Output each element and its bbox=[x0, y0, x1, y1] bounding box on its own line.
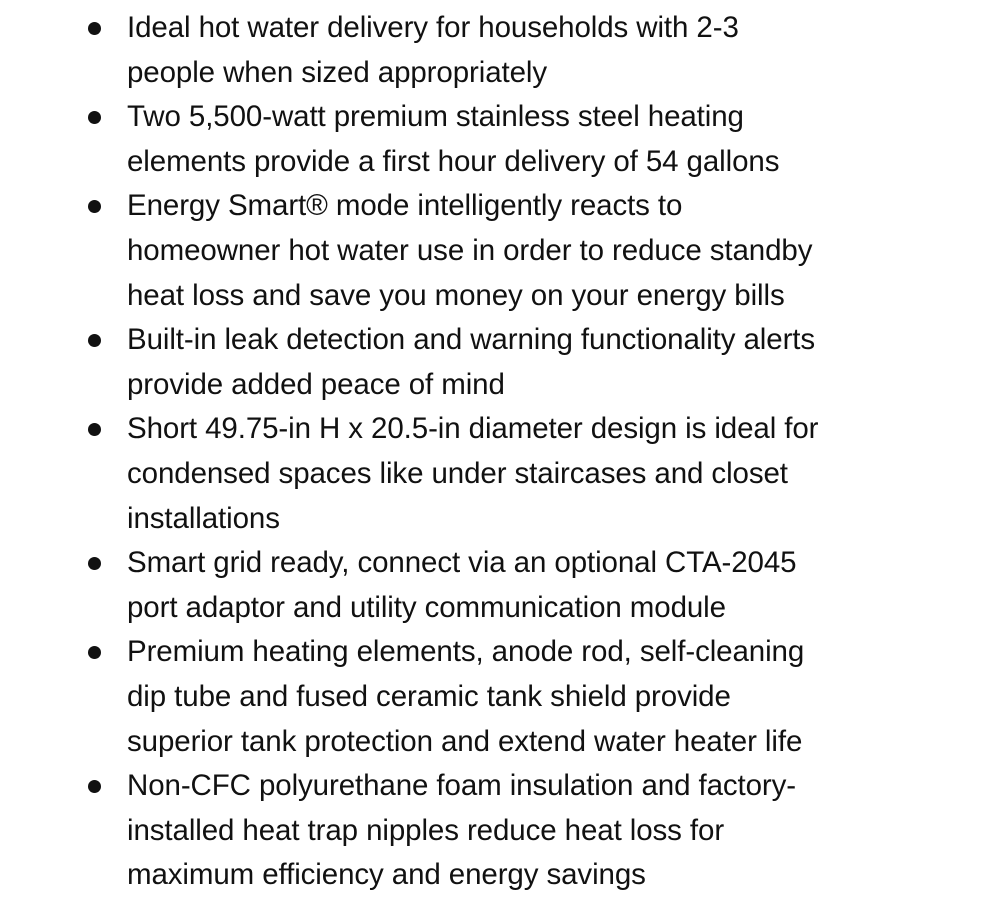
feature-text-line: Two 5,500-watt premium stainless steel heating bbox=[127, 100, 744, 134]
feature-text-line: port adaptor and utility communication module bbox=[127, 590, 726, 624]
bullet-icon bbox=[88, 200, 101, 213]
feature-text-line: superior tank protection and extend water heater life bbox=[127, 724, 803, 758]
feature-text-line: Non-CFC polyurethane foam insulation and factory- bbox=[127, 769, 797, 803]
feature-text-line: Smart grid ready, connect via an optional CTA-2045 bbox=[127, 546, 797, 580]
feature-item bbox=[0, 95, 1000, 184]
feature-item bbox=[0, 541, 1000, 630]
feature-text-line: Built-in leak detection and warning functionality alerts bbox=[127, 323, 816, 357]
feature-text-line: provide added peace of mind bbox=[127, 367, 505, 401]
bullet-icon bbox=[88, 22, 101, 35]
feature-text-line: installed heat trap nipples reduce heat loss for bbox=[127, 813, 725, 847]
bullet-icon bbox=[88, 646, 101, 659]
feature-text-line: heat loss and save you money on your energy bills bbox=[127, 278, 785, 312]
feature-text-line: condensed spaces like under staircases and closet bbox=[127, 456, 788, 490]
feature-item bbox=[0, 764, 1000, 898]
feature-text-line: Premium heating elements, anode rod, self-cleaning bbox=[127, 635, 805, 669]
feature-text-line: Short 49.75-in H x 20.5-in diameter design is ideal for bbox=[127, 412, 819, 446]
feature-text-line: people when sized appropriately bbox=[127, 55, 548, 89]
feature-text-line: Ideal hot water delivery for households with 2-3 bbox=[127, 11, 739, 44]
feature-item bbox=[0, 407, 1000, 541]
feature-text-line: maximum efficiency and energy savings bbox=[127, 858, 646, 892]
feature-item bbox=[0, 184, 1000, 318]
bullet-icon bbox=[88, 334, 101, 347]
bullet-icon bbox=[88, 111, 101, 124]
feature-text-line: Energy Smart® mode intelligently reacts to bbox=[127, 189, 683, 223]
bullet-icon bbox=[88, 423, 101, 436]
feature-item bbox=[0, 630, 1000, 764]
feature-item bbox=[0, 318, 1000, 407]
bullet-icon bbox=[88, 780, 101, 793]
feature-text-line: homeowner hot water use in order to reduce standby bbox=[127, 233, 813, 267]
feature-text-line: installations bbox=[127, 501, 280, 535]
feature-text-line: dip tube and fused ceramic tank shield provide bbox=[127, 679, 731, 713]
feature-item bbox=[0, 6, 1000, 95]
feature-text-line: elements provide a first hour delivery of 54 gallons bbox=[127, 144, 780, 178]
bullet-icon bbox=[88, 557, 101, 570]
feature-list bbox=[0, 6, 1000, 898]
